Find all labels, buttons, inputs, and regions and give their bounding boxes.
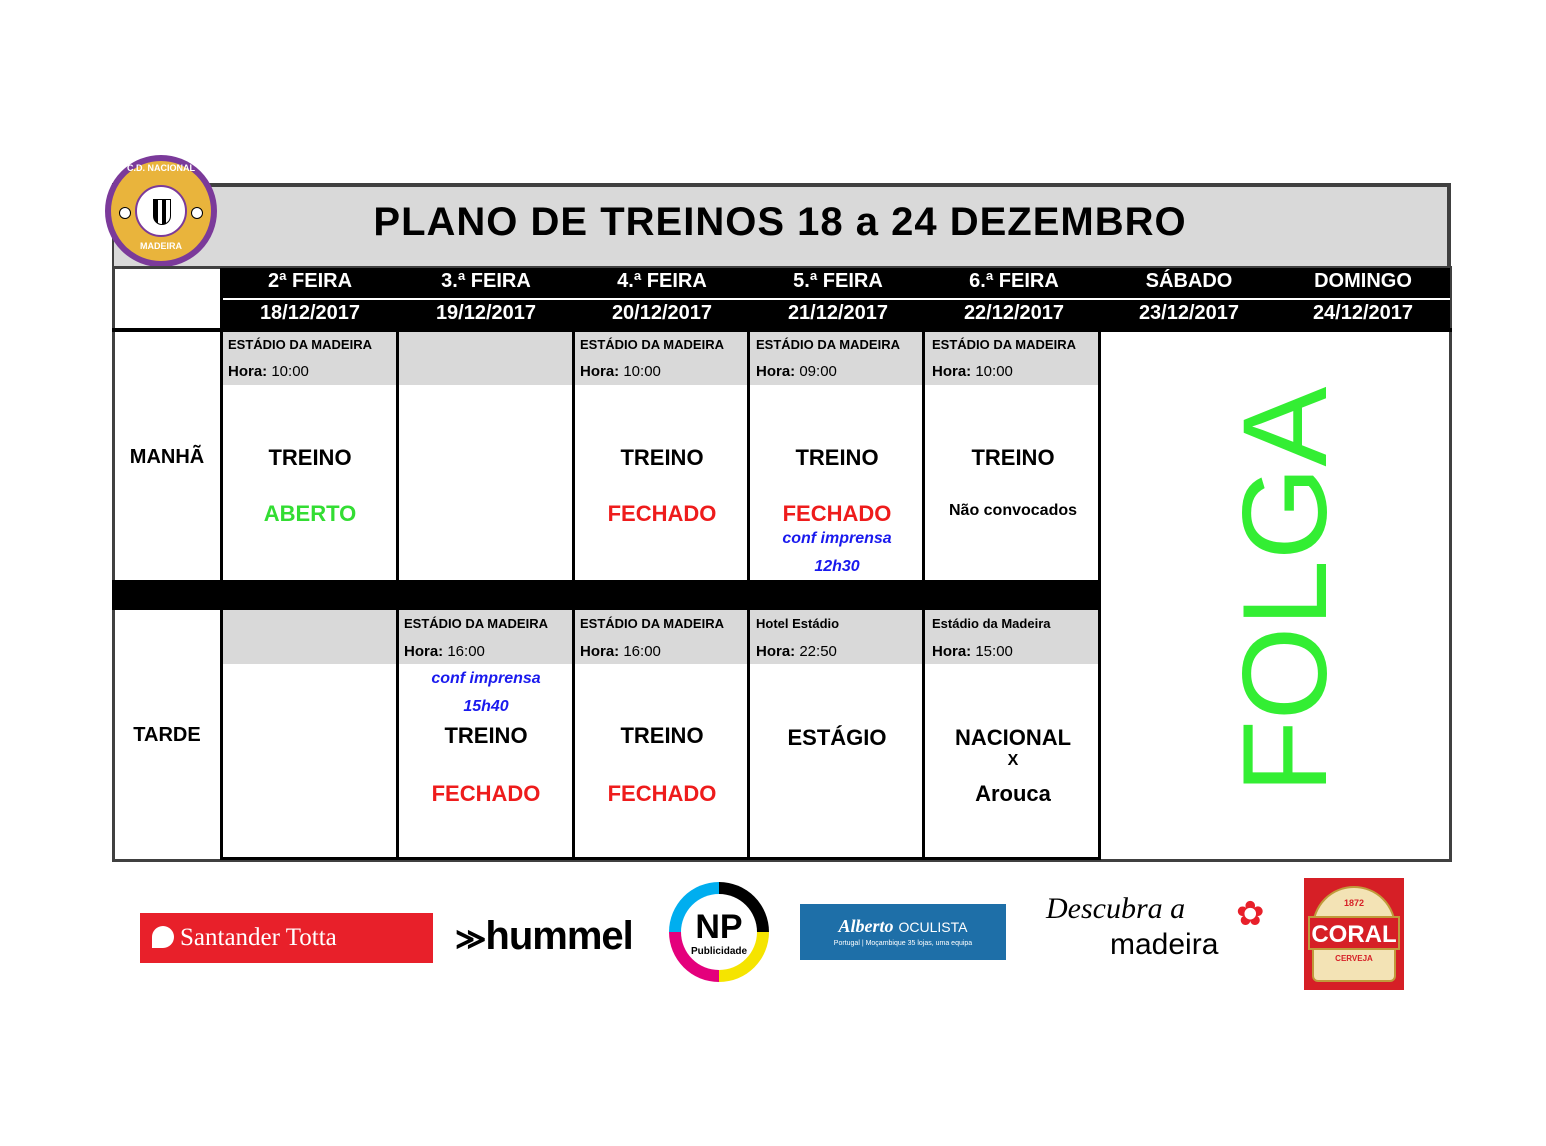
press-conference-time: 15h40: [463, 698, 509, 715]
time-row: [222, 358, 398, 386]
location: ESTÁDIO DA MADEIRA: [932, 337, 1076, 352]
day-name: 5.ª FEIRA: [750, 270, 926, 293]
sponsor-alberto-sub: Portugal | Moçambique 35 lojas, uma equipa: [833, 940, 973, 947]
time-value: 10:00: [975, 363, 1013, 380]
hora-label: Hora:: [932, 643, 972, 660]
hora-label: Hora:: [580, 363, 620, 380]
logo-center: [135, 185, 187, 237]
hora-label: Hora:: [228, 363, 268, 380]
session-status: Não convocados: [948, 502, 1078, 519]
sponsor-np-sub: Publicidade: [690, 946, 748, 957]
day-name: DOMINGO: [1276, 270, 1450, 293]
hora-label: Hora:: [580, 643, 620, 660]
sponsor-hummel-text: hummel: [485, 914, 633, 958]
sponsor-alberto-oculista: OCULISTA: [898, 919, 968, 935]
day-name: 3.ª FEIRA: [398, 270, 574, 293]
sponsor-coral: [1304, 878, 1404, 990]
time-row: [926, 638, 1100, 666]
row-label-afternoon: TARDE: [133, 724, 201, 746]
session-type: TREINO: [795, 445, 879, 470]
location: ESTÁDIO DA MADEIRA: [228, 337, 372, 352]
sponsor-alberto-main: Alberto: [838, 916, 894, 936]
logo-bottom-text: MADEIRA: [140, 241, 182, 251]
time-value: 22:50: [799, 643, 837, 660]
day-name: SÁBADO: [1102, 270, 1276, 293]
location: ESTÁDIO DA MADEIRA: [756, 337, 900, 352]
time-row: [750, 358, 924, 386]
day-date: 22/12/2017: [926, 302, 1102, 325]
press-conference-note: conf imprensa: [431, 670, 541, 687]
day-name: 4.ª FEIRA: [574, 270, 750, 293]
session-type: TREINO: [268, 445, 352, 470]
sponsor-santander-text: Santander Totta: [180, 924, 337, 951]
page-title: PLANO DE TREINOS 18 a 24 DEZEMBRO: [373, 200, 1187, 244]
sponsor-hummel: [455, 906, 645, 966]
club-logo: [105, 155, 217, 267]
separator-bar: [112, 580, 1100, 610]
time-value: 10:00: [623, 363, 661, 380]
time-row: [574, 358, 750, 386]
session-status: FECHADO: [431, 781, 541, 806]
time-value: 16:00: [447, 643, 485, 660]
hora-label: Hora:: [756, 363, 796, 380]
football-icon: [191, 207, 203, 219]
session-type: TREINO: [620, 445, 704, 470]
location: ESTÁDIO DA MADEIRA: [404, 616, 548, 631]
session-type: TREINO: [444, 723, 528, 748]
day-date: 18/12/2017: [222, 302, 398, 325]
location: ESTÁDIO DA MADEIRA: [580, 337, 724, 352]
rest-day-label: FOLGA: [1218, 386, 1352, 794]
sponsor-madeira-bottom: madeira: [1110, 928, 1219, 961]
press-conference-time: 12h30: [814, 558, 860, 575]
location: Estádio da Madeira: [932, 616, 1051, 631]
session-status: FECHADO: [607, 781, 717, 806]
flame-icon: [152, 926, 174, 948]
time-value: 09:00: [799, 363, 837, 380]
header-divider: [222, 298, 1450, 300]
time-value: 15:00: [975, 643, 1013, 660]
sponsor-alberto-title: [800, 916, 1006, 937]
day-date: 23/12/2017: [1102, 302, 1276, 325]
versus: X: [1007, 752, 1019, 769]
session-status: ABERTO: [263, 501, 357, 526]
sponsor-coral-year: 1872: [1343, 898, 1365, 908]
day-date: 21/12/2017: [750, 302, 926, 325]
location: Hotel Estádio: [756, 616, 840, 631]
time-row: [574, 638, 750, 666]
session-type: TREINO: [620, 723, 704, 748]
hora-label: Hora:: [404, 643, 444, 660]
time-row: [750, 638, 924, 666]
bottom-line: [222, 857, 1100, 860]
sponsor-madeira-top: Descubra a: [1046, 892, 1186, 925]
time-value: 10:00: [271, 363, 309, 380]
home-team: NACIONAL: [954, 725, 1072, 750]
session-status: FECHADO: [607, 501, 717, 526]
sponsor-alberto: [800, 904, 1006, 960]
press-conference-note: conf imprensa: [782, 530, 892, 547]
sponsor-coral-sub: CERVEJA: [1335, 954, 1373, 963]
football-icon: [119, 207, 131, 219]
shield-icon: [153, 199, 171, 225]
time-row: [398, 638, 574, 666]
sponsor-np-text: NP: [695, 908, 743, 946]
col-divider: [922, 330, 925, 860]
session-type: TREINO: [971, 445, 1055, 470]
logo-top-text: C.D. NACIONAL: [127, 163, 195, 173]
row-label-morning: MANHÃ: [129, 446, 205, 468]
sponsor-santander: [140, 913, 433, 963]
hora-label: Hora:: [756, 643, 796, 660]
day-date: 20/12/2017: [574, 302, 750, 325]
session-type: ESTÁGIO: [787, 725, 887, 750]
empty-info: [398, 332, 574, 385]
day-name: 6.ª FEIRA: [926, 270, 1102, 293]
day-name: 2ª FEIRA: [222, 270, 398, 293]
sponsor-madeira: [1040, 890, 1280, 970]
day-date: 19/12/2017: [398, 302, 574, 325]
location: ESTÁDIO DA MADEIRA: [580, 616, 724, 631]
away-team: Arouca: [975, 781, 1051, 806]
chevron-down-icon: ≫: [455, 923, 486, 956]
day-date: 24/12/2017: [1276, 302, 1450, 325]
time-row: [926, 358, 1100, 386]
time-value: 16:00: [623, 643, 661, 660]
sponsor-np: [656, 878, 782, 986]
hora-label: Hora:: [932, 363, 972, 380]
session-status: FECHADO: [782, 501, 892, 526]
flower-icon: ✿: [1236, 895, 1265, 933]
sponsor-coral-text: CORAL: [1308, 916, 1400, 950]
